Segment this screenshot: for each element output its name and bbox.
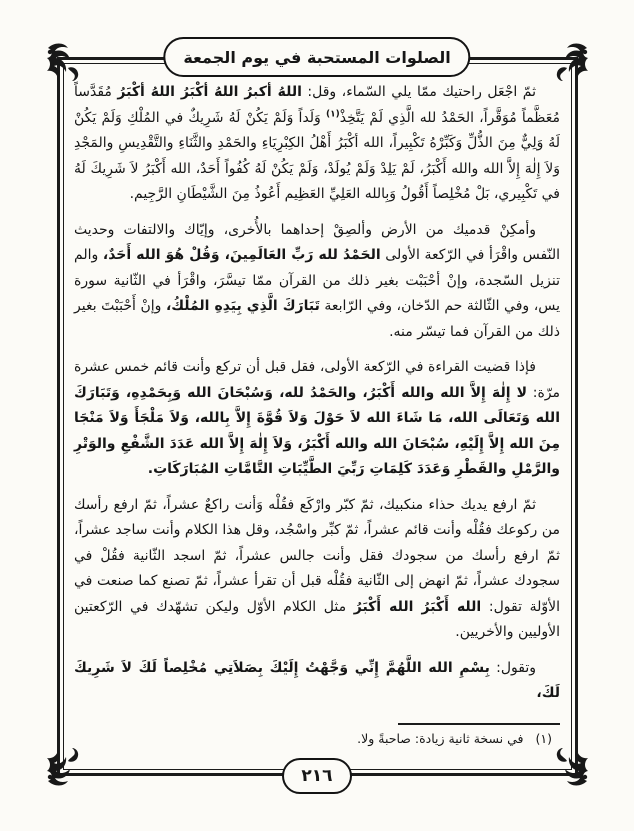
page-number-box [282, 758, 352, 794]
corner-ornament-bottom-right-icon [549, 743, 597, 791]
text-run: وإنْ أَحْبَبْتَ بغير ذلك من القرآن فما تيسّر منه. [74, 298, 560, 340]
text-run: اللهُ أكبرُ اللهُ أكْبَرُ اللهُ أكْبَرُ [117, 84, 302, 100]
text-run: مثل الكلام الأوّل وليكن تشهّدك في الرّكعتين الأوليين والأخريين. [74, 598, 560, 640]
text-run: وَلَداً وَلَمْ يَكُنْ لَهُ شَرِيكٌ في المُلْكِ وَلَمْ يَكُنْ لَهُ وَلِيٌّ مِنَ الذُّلِّ وَكَبِّرْهُ تَكْبِيراً، الله أكْبَرُ أَهْلُ الكِبْرِيَاءِ والحَمْدِ والثَّنَاءِ والتَّقْدِيسِ والمَجْدِ وَلاَ إِلٰهَ إِلاَّ الله والله أَكْبَرُ، لَمْ يَلِدْ وَلَمْ يُولَدْ، وَلَمْ يَكُنْ لَهُ كُفُواً أَحَدٌ، الله أَكْبَرُ لاَ شَرِيكَ لَهُ في تَكْبِيري، بَلْ مُخْلِصاً أَقُولُ وَبِالله العَلِيِّ العَظِيم أَعُوذُ مِنَ الشَّيْطَانِ الرَّجِيم. [74, 109, 560, 202]
text-run: ثمّ ارفع يديك حذاء منكبيك، ثمّ كبّر وارْكَع فقُلْه وَأنت راكعٌ عشراً، ثمّ ارفع رأسك من ركوعك فقُلْه وأنت قائم عشراً، ثمّ كبِّر واسْجُد، وقل هذا الكلام وأنت ساجد عشراً، ثمّ ارفع رأسك من سجودك فقل وأنت جالس عشراً، ثمّ اسجد الثّانية فقُلْ في سجودك عشراً، ثمّ انهض إلى الثّانية فقُلْه قبل أن تقرأ عشراً، ثمّ تصنع كما صنعت في الأوّلة تقول: [74, 496, 561, 615]
text-run: مُقَدَّساً مُعَظَّماً مُوَقَّراً، الحَمْدُ لله الَّذِي لَمْ يَتَّخِذْ [74, 84, 560, 126]
corner-ornament-top-right-icon [549, 38, 597, 86]
text-run: بِسْمِ الله اللَّهُمَّ إِنِّي وَجَّهْتُ إِلَيْكَ بِصَلاَتِي مُخْلِصاً لَكَ لاَ شَرِيكَ لَكَ، [74, 659, 560, 701]
footnote-marker: (١) [535, 731, 552, 746]
text-run: وتقول: [489, 659, 537, 676]
footnote-reference-marker: (١) [326, 108, 340, 119]
paragraph [74, 656, 560, 707]
paragraph [74, 493, 560, 646]
body-text [74, 80, 560, 707]
text-run: تَبَارَكَ الَّذِي بِيَدِهِ المُلْكُ، [165, 298, 320, 314]
text-run: فإذا قضيت القراءة في الرّكعة الأولى، فقل قبل أن تركع وأنت قائم خمس عشرة مرّة: [74, 359, 561, 401]
chapter-title: الصلوات المستحبة في يوم الجمعة [183, 47, 451, 67]
paragraph [74, 355, 560, 483]
paragraph [74, 218, 560, 346]
text-run: لا إِلٰهَ إِلاَّ الله والله أَكْبَرُ، والحَمْدُ لله، وَسُبْحَانَ الله وَبِحَمْدِهِ، وَتَبَارَكَ الله وَتَعَالَى الله، مَا شَاءَ الله لاَ حَوْلَ وَلاَ قُوَّةَ إِلاَّ بِالله، وَلاَ مَلْجَأَ وَلاَ مَنْجَا مِنَ الله إِلاَّ إِلَيْهِ، سُبْحَانَ الله والله أَكْبَرُ، وَلاَ إِلٰهَ إِلاَّ الله عَدَدَ الشَّفْعِ والوَتْرِ والرَّمْلِ والقَطْرِ وَعَدَدَ كَلِمَاتِ رَبِّيَ الطَّيِّبَاتِ التَّامَّاتِ المُبَارَكَاتِ. [74, 384, 560, 477]
text-run: ثمّ اجْعَل راحتيك ممّا يلي السّماء، وقل: [301, 84, 536, 100]
text-run: والم تنزيل السّجدة، وإنْ أحْبَبْت بغير ذلك من القرآن ممّا تيسَّرَ، واقْرَأ في الثّانية سورة يس، وفي الثّالثة حم الدّخان، وفي الرّابعة [74, 247, 560, 314]
footnote-separator [398, 723, 560, 725]
footnote [82, 731, 552, 746]
corner-ornament-top-left-icon [38, 38, 86, 86]
text-run: الحَمْدُ لله رَبِّ العَالَمِينَ، وَقُلْ هُوَ الله أَحَدٌ، [102, 247, 381, 263]
paragraph [74, 80, 560, 208]
page-number: ٢١٦ [301, 766, 333, 786]
footnote-text: في نسخة ثانية زيادة: صاحبةً ولا. [357, 731, 524, 746]
corner-ornament-bottom-left-icon [38, 743, 86, 791]
chapter-title-box [163, 37, 470, 77]
text-run: وأمكِنْ قدميك من الأرض وألصِقْ إحداهما بالأُخرى، وإيّاك والالتفات وحديث النّفس واقْرَأ في الرّكعة الأولى [74, 221, 560, 263]
text-run: الله أَكْبَرُ الله أَكْبَرُ [353, 598, 482, 615]
